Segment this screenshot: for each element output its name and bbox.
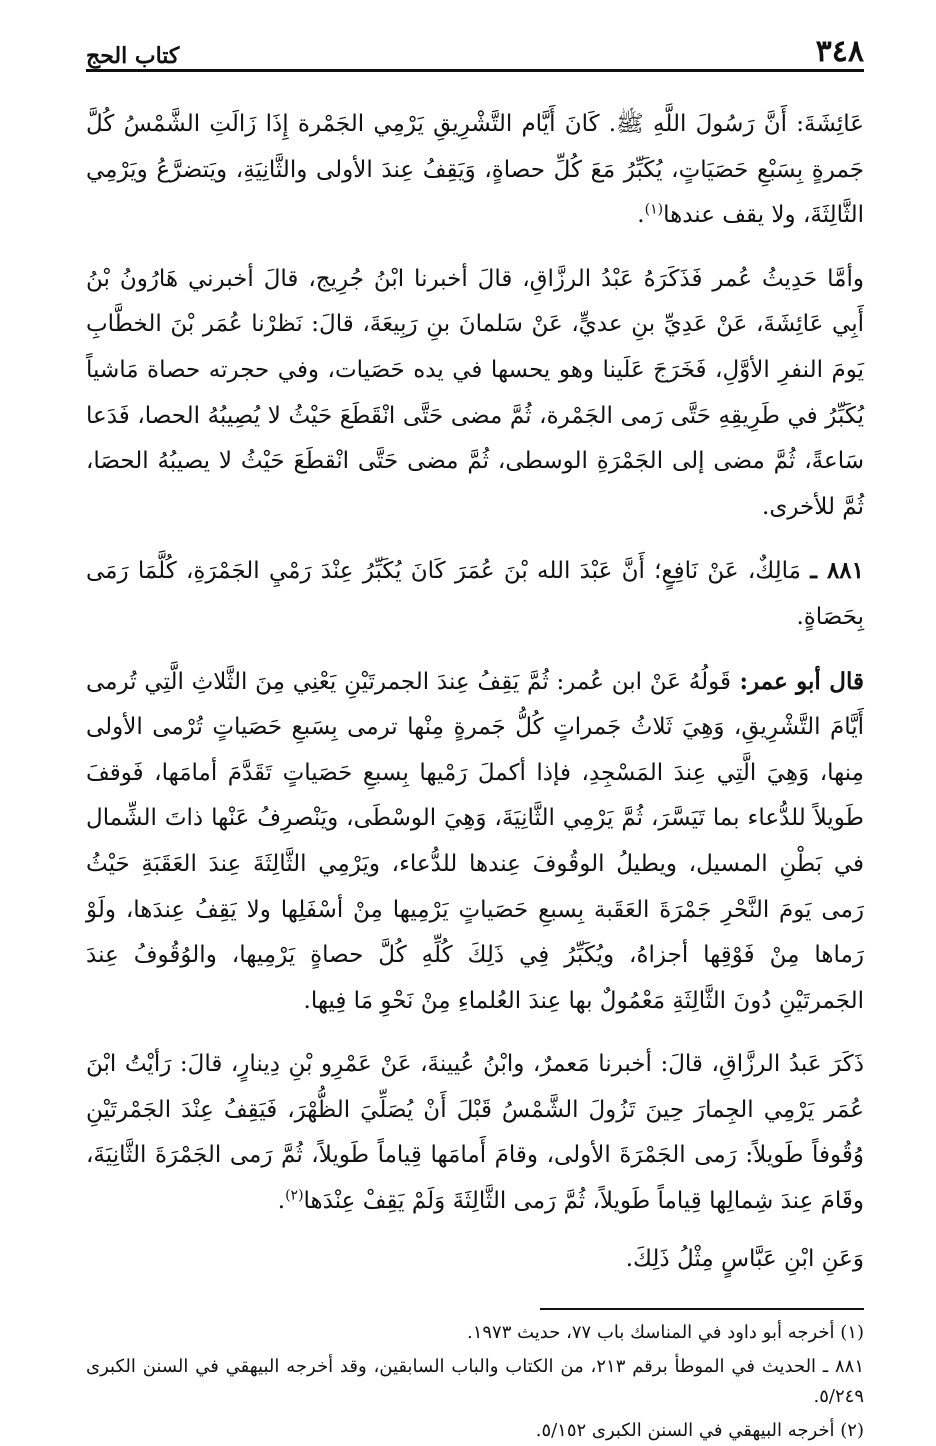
paragraph-abu-umar-commentary (86, 659, 864, 1025)
commentary-lead: قال أبو عمر: (731, 667, 864, 695)
footnote-marker-2: (٢) (285, 1187, 304, 1204)
paragraph-aisha-hadith (86, 102, 864, 239)
paragraph-text: ذَكَرَ عَبدُ الرزَّاقِ، قالَ: أخبرنا مَعمرٌ، وابْنُ عُيينةَ، عَنْ عَمْرِو بْنِ دِينارٍ، قالَ: رَأيْتُ ابْنَ عُمَر يَرْمِي الجِمارَ حِينَ تَزُولَ الشَّمْسُ قَبْلَ أَنْ يُصَلِّيَ الظُّهْرَ، فَيَقِفُ عِنْدَ الجَمْرتَيْنِ وُقُوفاً طَويلاً: رَمى الجَمْرَةَ الأولى، وقامَ أَمامَها قِياماً طَويلاً، ثُمَّ رَمى الجَمْرَةَ الثَّانِيَةَ، وقَامَ عِندَ شِمالِها قِياماً طَويلاً، ثُمَّ رَمى الثَّالِثَةَ وَلَمْ يَقِفْ عِنْدَها (86, 1051, 864, 1215)
footnotes (86, 1318, 864, 1446)
main-text (86, 102, 864, 1282)
paragraph-text: عَائِشَةَ: أَنَّ رَسُولَ اللَّهِ ﷺ. كَانَ أَيَّام التَّشْرِيقِ يَرْمِي الجَمْرة إِذَا زَالَتِ الشَّمْسُ كُلَّ جَمرةٍ بِسَبْعِ حَصَيَاتٍ، يُكَبِّرُ مَعَ كُلِّ حصاةٍ، وَيَقِفُ عِندَ الأولى والثَّانِيَةِ، ويَتضرَّعُ ويَرْمِي الثَّالِثَةَ، ولا يقف عندها (86, 111, 864, 229)
paragraph-end: . (277, 1188, 286, 1215)
footnote-2: (٢) أخرجه البيهقي في السنن الكبرى ٥/١٥٢. (535, 1420, 864, 1442)
footnote-1: (١) أخرجه أبو داود في المناسك باب ٧٧، حديث ١٩٧٣. (466, 1322, 864, 1344)
paragraph-umar-hadith (86, 257, 864, 531)
footnote-881: ٨٨١ ـ الحديث في الموطأ برقم ٢١٣، من الكتاب والباب السابقين، وقد أخرجه البيهقي في السنن الكبرى ٥/٢٤٩. (86, 1356, 865, 1408)
hadith-number: ٨٨١ ـ (810, 557, 864, 585)
paragraph-text: وأمَّا حَدِيثُ عُمر فَذَكَرَهُ عَبْدُ الرزَّاقِ، قالَ أخبرنا ابْنُ جُرِيج، قالَ أخبرني هَارُونُ بْنُ أَبِي عَائِشَةَ، عَنْ عَدِيِّ بنِ عديٍّ، عَنْ سَلمانَ بنِ رَبِيعَةَ، قالَ: نَظرْنا عُمَر بْنَ الخطَّابِ يَومَ النفرِ الأوَّلِ، فَخَرَجَ عَلَينا وهو يحسها في يده حَصَيات، وفي حجرته حصاة مَاشياً يُكَبِّرُ في طَرِيقِهِ حَتَّى رَمى الجَمْرة، ثُمَّ مضى حَتَّى انْقَطَعَ حَيْثُ لا يُصِيبُهُ الحصا، فَدَعا سَاعةً، ثُمَّ مضى إلى الجَمْرَةِ الوسطى، ثُمَّ مضى حَتَّى انْقطَعَ حَيْثُ لا يصيبُهُ الحصَا، ثُمَّ للأخرى. (86, 265, 864, 520)
paragraph-hadith-881 (86, 548, 864, 640)
running-title: كتاب الحج (86, 43, 180, 69)
paragraph-abdul-razzaq (86, 1042, 864, 1224)
paragraph-text: مَالِكٌ، عَنْ نَافِعٍ؛ أَنَّ عَبْدَ الله بْنَ عُمَرَ كَانَ يُكَبِّرُ عِنْدَ رَمْيِ الجَمْرَةِ، كُلَّمَا رَمَى بِحَصَاةٍ. (86, 558, 864, 630)
page-number: ٣٤٨ (815, 34, 864, 69)
paragraph-ibn-abbas (86, 1237, 864, 1283)
paragraph-end: . (637, 202, 645, 229)
footnote-divider (540, 1308, 864, 1310)
page-header (86, 26, 864, 72)
paragraph-text: قَولُهُ عَنْ ابن عُمر: ثُمَّ يَقِفُ عِندَ الجمرتَيْنِ يَعْنِي مِنَ الثَّلاثِ الَّتِي تُرمى أَيَّامَ التَّشْرِيقِ، وَهِيَ ثَلاثُ جَمراتٍ كُلُّ جَمرةٍ مِنْها ترمى بِسَبعِ حَصَياتٍ تُرْمى الأولى مِنها، وَهِيَ الَّتِي عِندَ المَسْجِدِ، فإذا أكملَ رَمْيها بِسبعِ حَصَياتٍ تَقَدَّمَ أمامَها، فَوقفَ طَويلاً للدُّعاء بما تَيَسَّرَ، ثُمَّ يَرْمِي الثَّانِيَةَ، وَهِيَ الوسْطَى، ويَنْصرِفُ عَنْها ذاتَ الشِّمال في بَطْنِ المسيل، ويطيلُ الوقُوفَ عِندها للدُّعاء، ويَرْمِي الثَّالِثَةَ عِندَ العَقَبَةِ حَيْثُ رَمى يَومَ النَّحْرِ جَمْرَةَ العَقَبة بِسبعِ حَصَياتٍ يَرْمِيها مِنْ أسْفَلِها ولا يَقِفُ عِندَها، ولَوْ رَماها مِنْ فَوْقِها أجزاهُ، ويُكَبِّرُ فِي ذَلِكَ كُلِّهِ كُلَّ حصاةٍ يَرْمِيها، والوُقُوفُ عِندَ الجَمرتَيْنِ دُونَ الثَّالِثَةِ مَعْمُولٌ بها عِندَ العُلماءِ مِنْ نَحْوِ مَا فِيها. (86, 668, 864, 1014)
footnote-marker-1: (١) (644, 201, 664, 218)
paragraph-text: وَعَنِ ابْنِ عَبَّاسٍ مِثْلُ ذَلِكَ. (625, 1245, 864, 1272)
